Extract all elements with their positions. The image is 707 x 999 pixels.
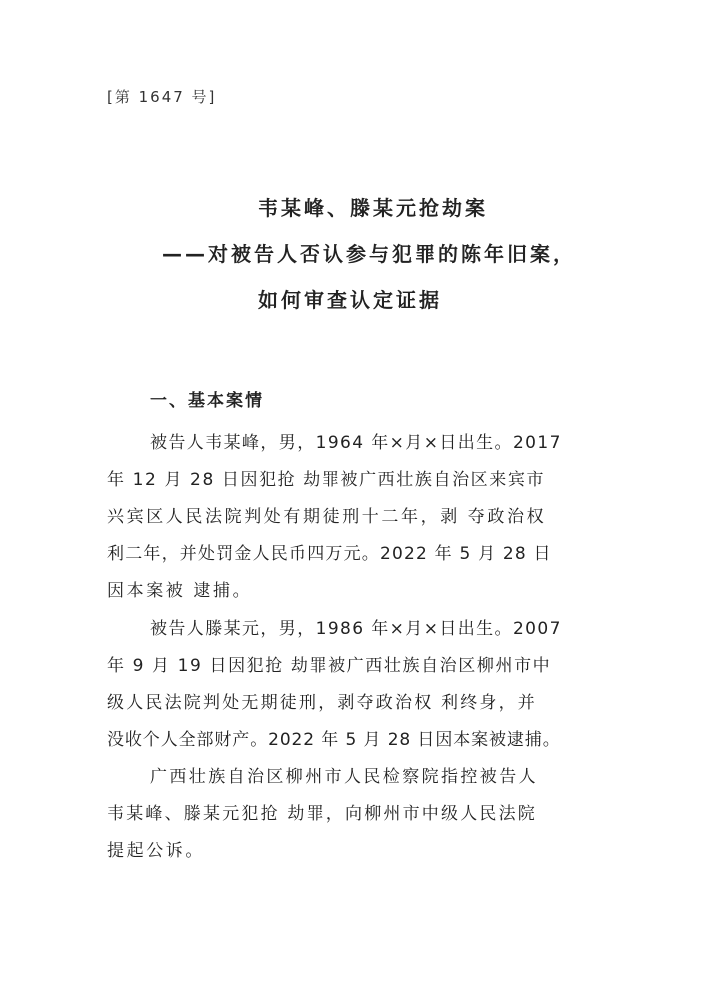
section-heading: 一、基本案情 <box>150 391 264 411</box>
title-line-2: ——对被告人否认参与犯罪的陈年旧案， <box>162 242 576 266</box>
case-number: [第 1647 号] <box>107 88 217 106</box>
body-line: 因本案被 逮捕。 <box>107 581 253 601</box>
body-line: 被告人韦某峰，男，1964 年×月×日出生。2017 <box>150 433 562 453</box>
body-line: 级人民法院判处无期徒刑，剥夺政治权 利终身，并 <box>107 693 538 713</box>
title-line-1: 韦某峰、滕某元抢劫案 <box>258 196 488 220</box>
body-line: 被告人滕某元，男，1986 年×月×日出生。2007 <box>150 619 562 639</box>
body-line: 兴宾区人民法院判处有期徒刑十二年，剥 夺政治权 <box>107 507 547 527</box>
body-line: 利二年，并处罚金人民币四万元。2022 年 5 月 28 日 <box>107 544 552 564</box>
body-line: 提起公诉。 <box>107 841 205 861</box>
body-line: 广西壮族自治区柳州市人民检察院指控被告人 <box>150 767 538 787</box>
body-line: 韦某峰、滕某元犯抢 劫罪，向柳州市中级人民法院 <box>107 804 538 824</box>
body-line: 年 12 月 28 日因犯抢 劫罪被广西壮族自治区来宾市 <box>107 470 546 490</box>
body-line: 年 9 月 19 日因犯抢 劫罪被广西壮族自治区柳州市中 <box>107 656 552 676</box>
body-line: 没收个人全部财产。2022 年 5 月 28 日因本案被逮捕。 <box>107 730 561 750</box>
title-line-3: 如何审查认定证据 <box>258 288 442 312</box>
